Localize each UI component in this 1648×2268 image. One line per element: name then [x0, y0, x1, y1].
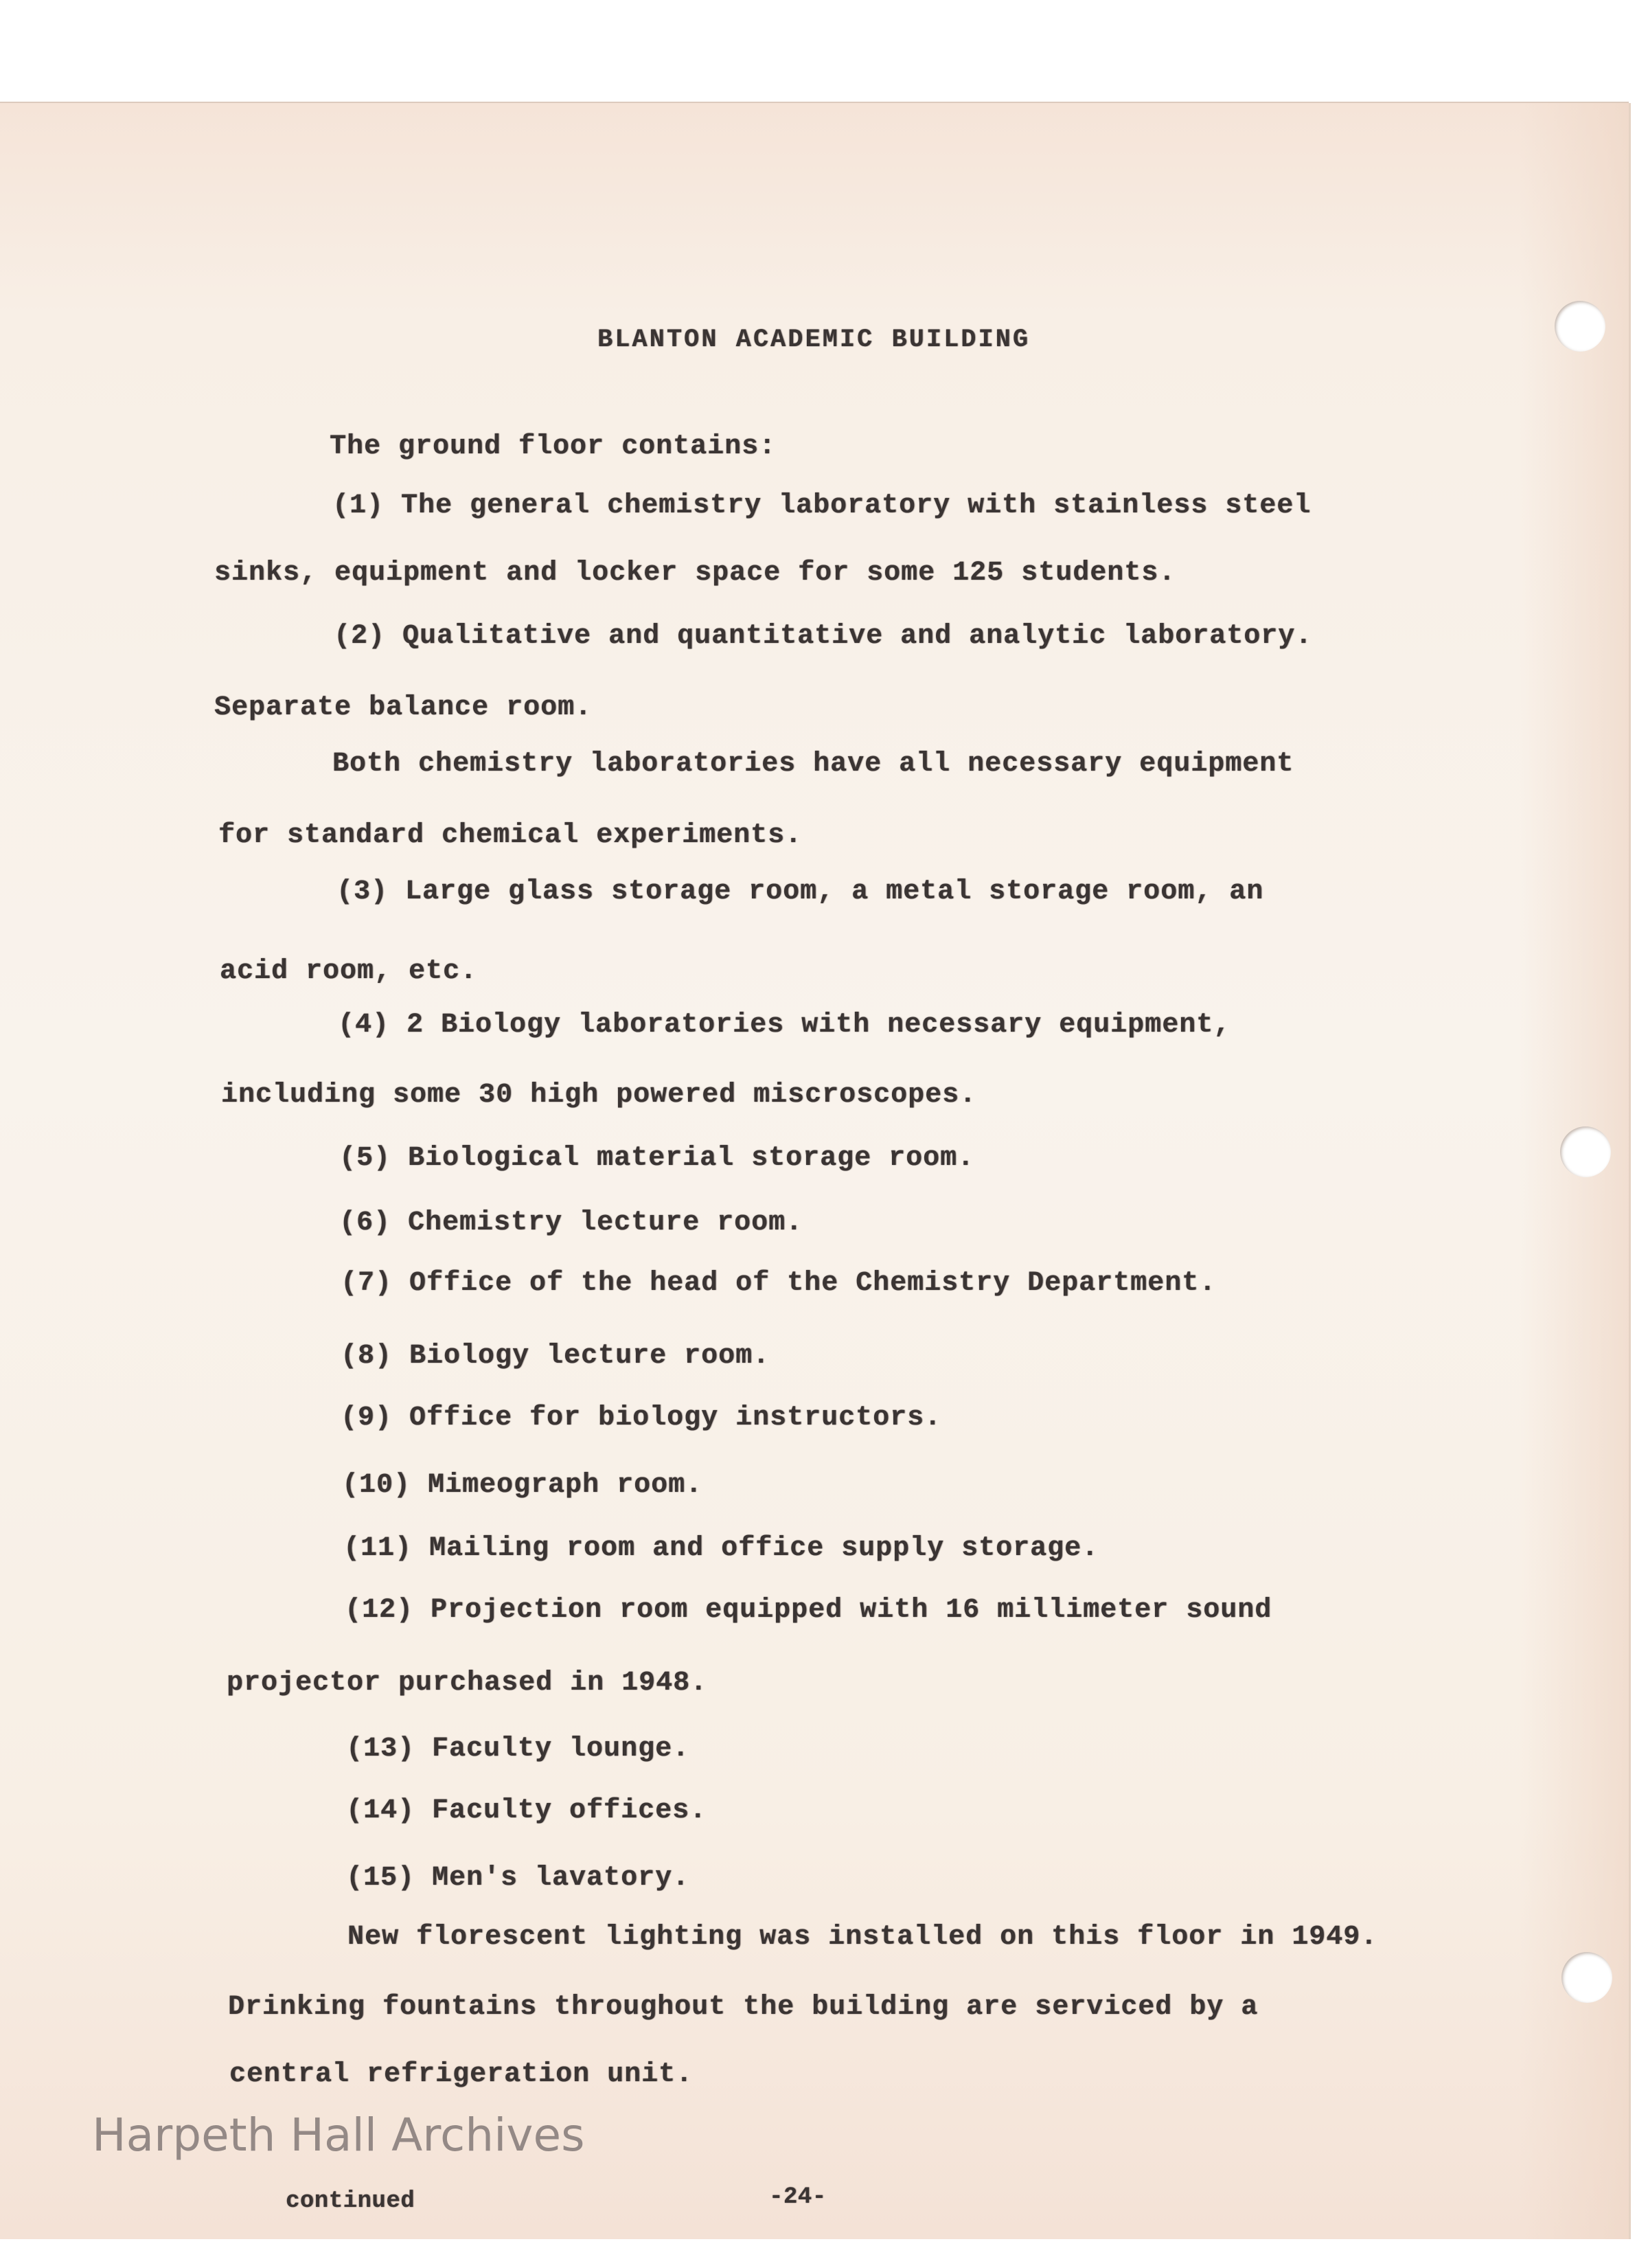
text-line: (15) Men's lavatory. [346, 1863, 690, 1894]
text-line: (1) The general chemistry laboratory with stainless steel [332, 490, 1312, 521]
text-line: acid room, etc. [220, 956, 478, 987]
text-line: Drinking fountains throughout the building are serviced by a [228, 1992, 1259, 2023]
text-line: projector purchased in 1948. [227, 1668, 708, 1699]
text-line: (10) Mimeograph room. [342, 1470, 703, 1501]
text-line: central refrigeration unit. [229, 2059, 694, 2090]
text-line: Separate balance room. [214, 692, 593, 723]
text-line: (9) Office for biology instructors. [341, 1403, 942, 1433]
text-line: Both chemistry laboratories have all necessary equipment [332, 749, 1294, 780]
text-line: (12) Projection room equipped with 16 millimeter sound [345, 1595, 1272, 1626]
text-line: (13) Faculty lounge. [346, 1734, 690, 1765]
text-line: including some 30 high powered miscroscopes. [221, 1080, 977, 1111]
document-title: BLANTON ACADEMIC BUILDING [597, 326, 1031, 354]
punch-hole-top [1555, 301, 1605, 352]
text-line: (3) Large glass storage room, a metal storage room, an [336, 876, 1264, 907]
continued-note: continued [286, 2188, 415, 2214]
text-line: (2) Qualitative and quantitative and analytic laboratory. [334, 621, 1313, 652]
text-line: (14) Faculty offices. [346, 1795, 707, 1826]
text-line: (7) Office of the head of the Chemistry Department. [341, 1268, 1217, 1299]
text-line: (11) Mailing room and office supply storage. [343, 1533, 1099, 1564]
text-line: for standard chemical experiments. [218, 820, 803, 851]
text-line: New florescent lighting was installed on this floor in 1949. [347, 1922, 1378, 1953]
punch-hole-bottom [1561, 1952, 1612, 2003]
text-line: (5) Biological material storage room. [339, 1143, 975, 1174]
text-line: sinks, equipment and locker space for some 125 students. [214, 558, 1176, 589]
punch-hole-middle [1560, 1126, 1611, 1177]
text-line: (4) 2 Biology laboratories with necessary equipment, [338, 1010, 1231, 1041]
text-line: (6) Chemistry lecture room. [339, 1207, 803, 1238]
page-number: -24- [769, 2184, 827, 2210]
text-line: The ground floor contains: [330, 431, 777, 462]
text-line: (8) Biology lecture room. [341, 1341, 770, 1372]
archive-watermark: Harpeth Hall Archives [92, 2109, 585, 2162]
